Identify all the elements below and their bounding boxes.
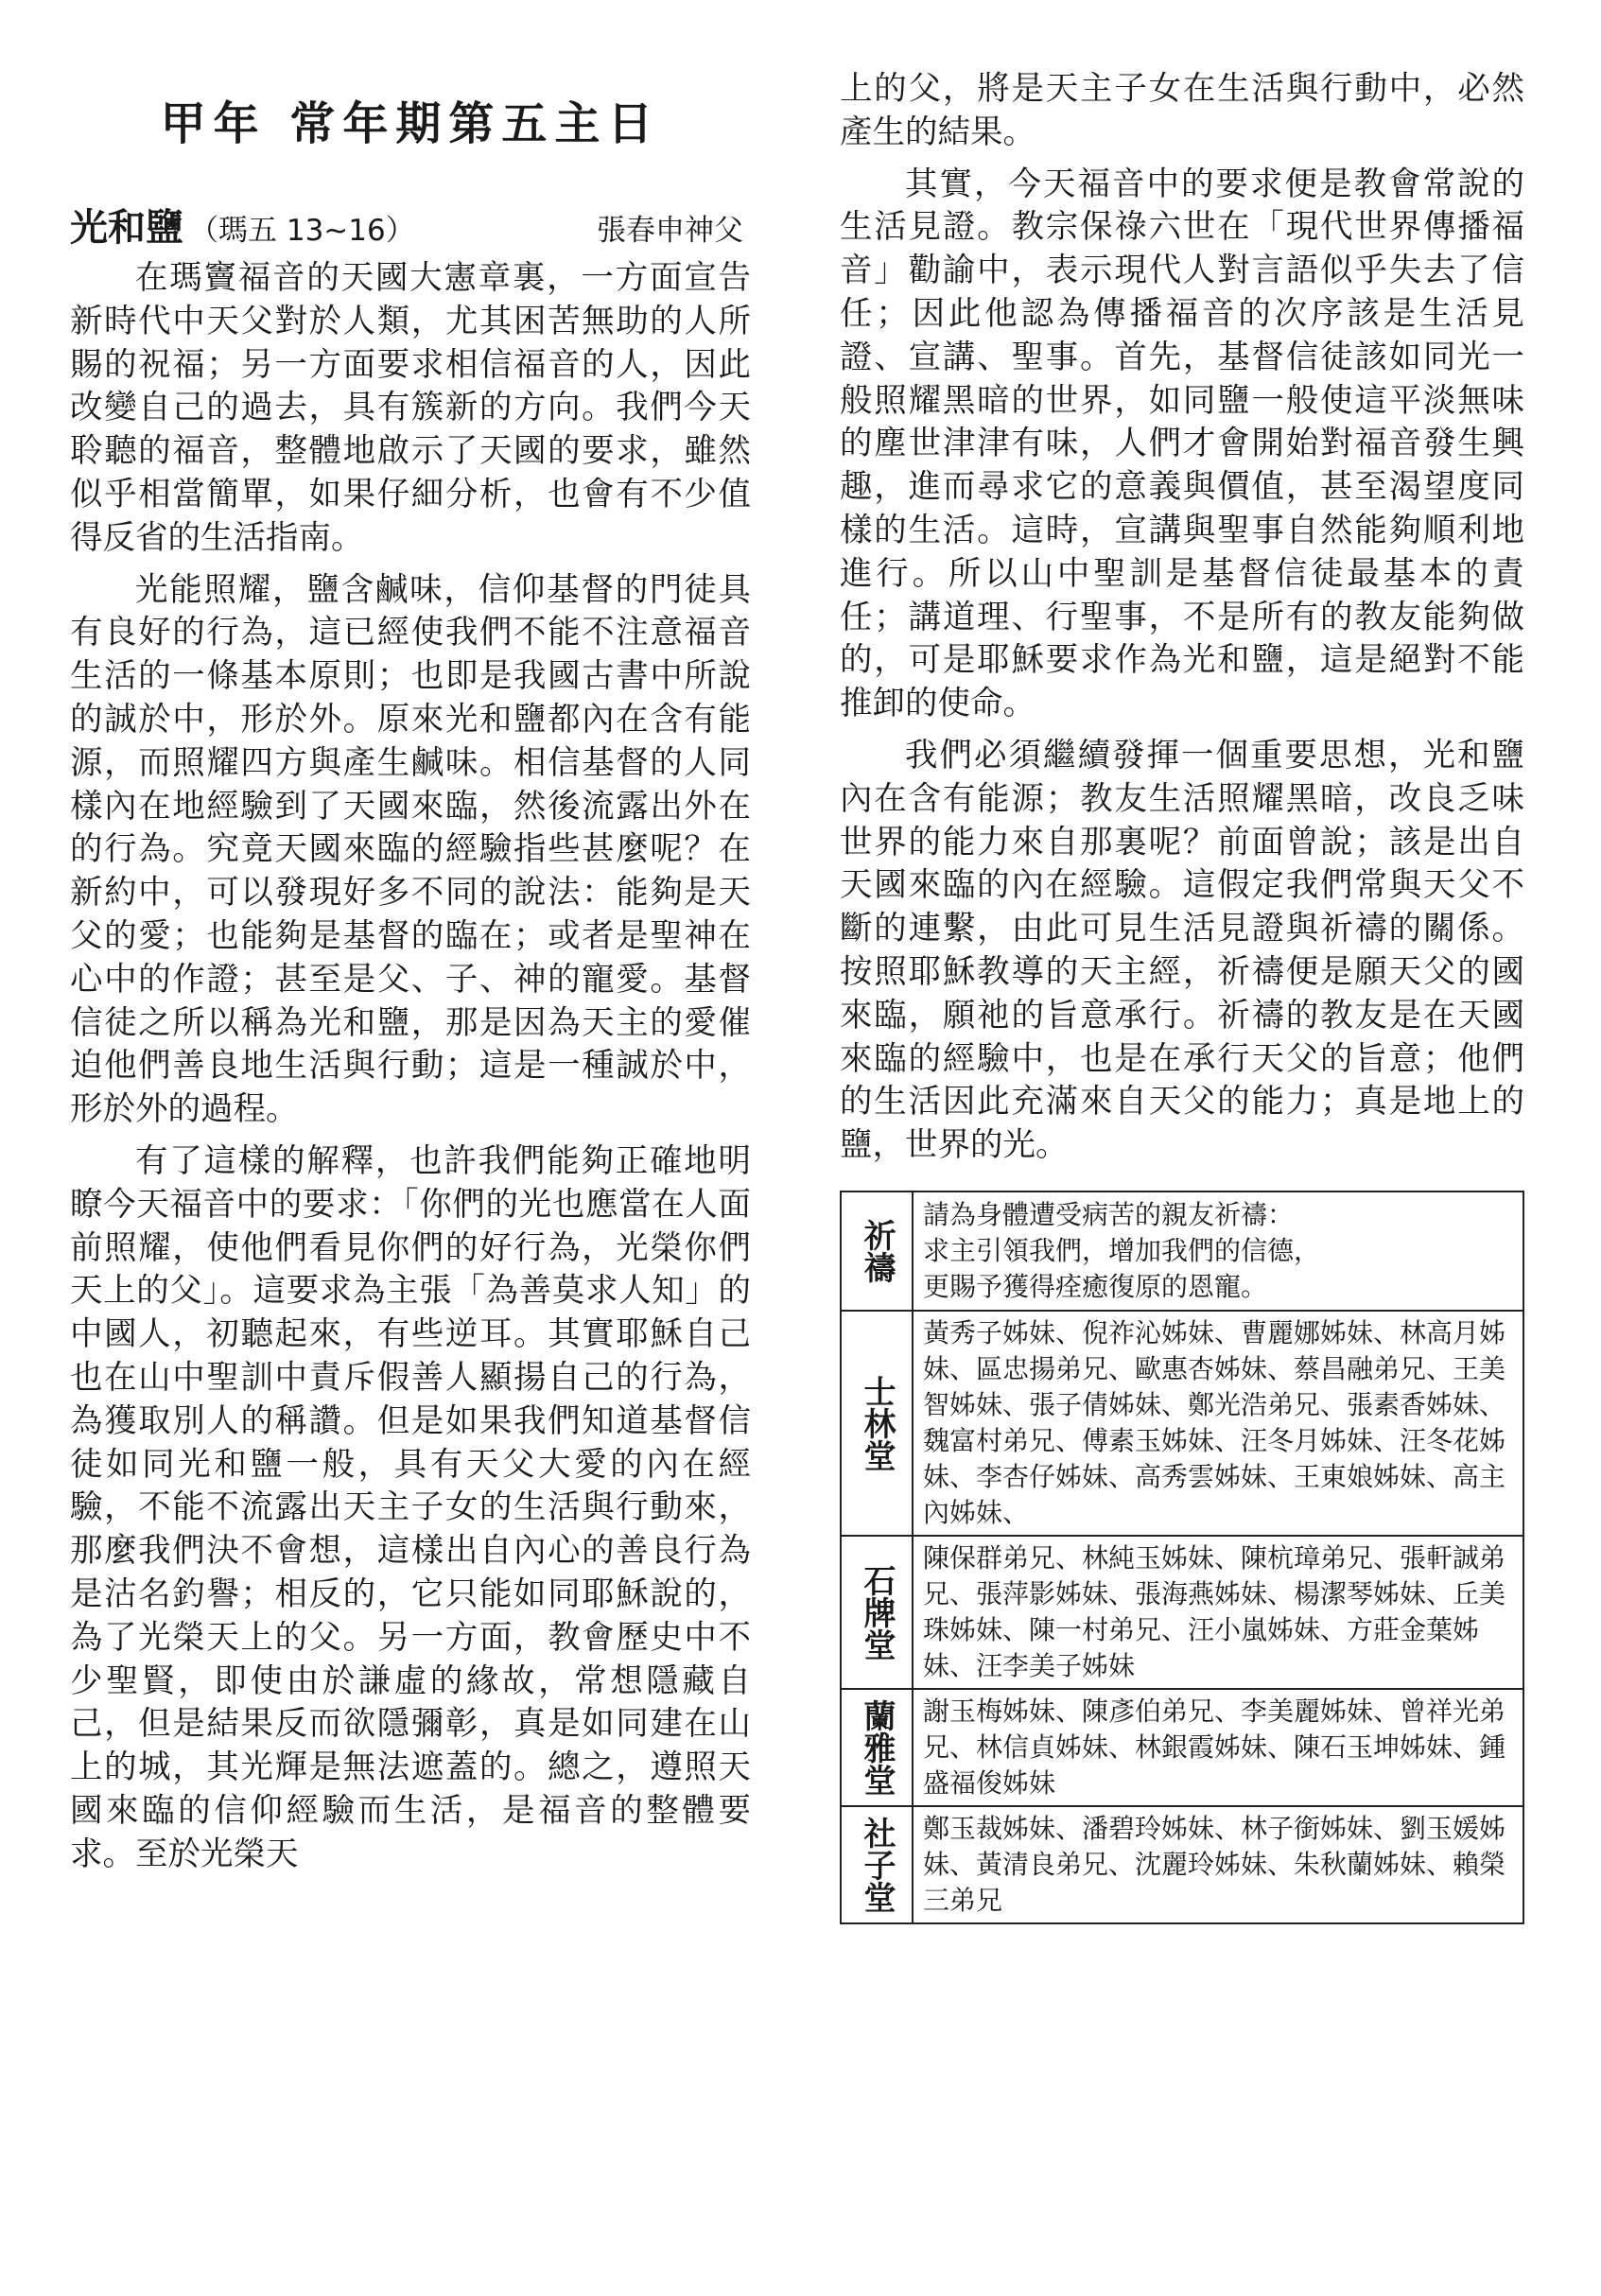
- paragraph: 在瑪竇福音的天國大憲章裏，一方面宣告新時代中天父對於人類，尤其困苦無助的人所賜的祝福；另一方面要求相信福音的人，因此改變自己的過去，具有簇新的方向。我們今天聆聽的福音，整體地啟示了天國的要求，雖然似乎相當簡單，如果仔細分析，也會有不少值得反省的生活指南。: [70, 259, 751, 557]
- scripture-reference: （瑪五 13~16）: [189, 214, 415, 248]
- left-column: [70, 76, 751, 1876]
- prayer-row: [841, 1806, 1523, 1923]
- paragraph-continued: 上的父，將是天主子女在生活與行動中，必然產生的結果。: [840, 70, 1524, 151]
- paragraph: 有了這樣的解釋，也許我們能夠正確地明瞭今天福音中的要求：「你們的光也應當在人面前照耀，使他們看見你們的好行為，光榮你們天上的父」。這要求為主張「為善莫求人知」的中國人，初聽起來，有些逆耳。其實耶穌自己也在山中聖訓中責斥假善人顯揚自己的行為，為獲取別人的稱讚。但是如果我們知道基督信徒如同光和鹽一般，具有天父大愛的內在經驗，不能不流露出天主子女的生活與行動來，那麼我們決不會想，這樣出自內心的善良行為是沽名釣譽；相反的，它只能如同耶穌說的，為了光榮天上的父。另一方面，教會歷史中不少聖賢，即使由於謙虛的緣故，常想隱藏自己，但是結果反而欲隱彌彰，真是如同建在山上的城，其光輝是無法遮蓋的。總之，遵照天國來臨的信仰經驗而生活，是福音的整體要求。至於光榮天: [70, 1141, 751, 1873]
- prayer-names: 黃秀子姊妹、倪祚沁姊妹、曹麗娜姊妹、林高月姊妹、區忠揚弟兄、歐惠杏姊妹、蔡昌融弟兄、王美智姊妹、張子倩姊妹、鄭光浩弟兄、張素香姊妹、魏富村弟兄、傅素玉姊妹、汪冬月姊妹、汪冬花姊妹、李杏仔姊妹、高秀雲姊妹、王東娘姊妹、高主內姊妹、: [913, 1311, 1523, 1536]
- article-heading: 光和鹽: [70, 206, 183, 250]
- prayer-row-label: 祈禱: [841, 1191, 913, 1311]
- paragraph: 光能照耀，鹽含鹹味，信仰基督的門徒具有良好的行為，這已經使我們不能不注意福音生活的一條基本原則；也即是我國古書中所說的誠於中，形於外。原來光和鹽都內在含有能源，而照耀四方與產生鹹味。相信基督的人同樣內在地經驗到了天國來臨，然後流露出外在的行為。究竟天國來臨的經驗指些甚麼呢？在新約中，可以發現好多不同的說法：能夠是天父的愛；也能夠是基督的臨在；或者是聖神在心中的作證；甚至是父、子、神的寵愛。基督信徒之所以稱為光和鹽，那是因為天主的愛催迫他們善良地生活與行動；這是一種誠於中，形於外的過程。: [70, 570, 751, 1129]
- prayer-row-label: 石牌堂: [841, 1536, 913, 1689]
- prayer-row-label: 蘭雅堂: [841, 1689, 913, 1806]
- page-title: 甲年 常年期第五主日: [160, 97, 661, 150]
- prayer-row-label: 社子堂: [841, 1806, 913, 1923]
- prayer-row: [841, 1311, 1523, 1536]
- article-author: 張春申神父: [597, 214, 743, 248]
- prayer-names: 鄭玉裁姊妹、潘碧玲姊妹、林子銜姊妹、劉玉媛姊妹、黃清良弟兄、沈麗玲姊妹、朱秋蘭姊妹、賴榮三弟兄: [913, 1806, 1523, 1923]
- prayer-intention: 請為身體遭受病苦的親友祈禱： 求主引領我們，增加我們的信德， 更賜予獲得痊癒復原的恩寵。: [913, 1191, 1523, 1311]
- right-column: [840, 68, 1524, 1924]
- paragraph: 其實，今天福音中的要求便是教會常說的生活見證。教宗保祿六世在「現代世界傳播福音」勸諭中，表示現代人對言語似乎失去了信任；因此他認為傳播福音的次序該是生活見證、宣講、聖事。首先，基督信徒該如同光一般照耀黑暗的世界，如同鹽一般使這平淡無味的塵世津津有味，人們才會開始對福音發生興趣，進而尋求它的意義與價值，甚至渴望度同樣的生活。這時，宣講與聖事自然能夠順利地進行。所以山中聖訓是基督信徒最基本的責任；講道理、行聖事，不是所有的教友能夠做的，可是耶穌要求作為光和鹽，這是絕對不能推卸的使命。: [840, 165, 1524, 723]
- paragraph: 我們必須繼續發揮一個重要思想，光和鹽內在含有能源；教友生活照耀黑暗，改良乏味世界的能力來自那裏呢？前面曾說；該是出自天國來臨的內在經驗。這假定我們常與天父不斷的連繫，由此可見生活見證與祈禱的關係。按照耶穌教導的天主經，祈禱便是願天父的國來臨，願祂的旨意承行。祈禱的教友是在天國來臨的經驗中，也是在承行天父的旨意；他們的生活因此充滿來自天父的能力；真是地上的鹽，世界的光。: [840, 736, 1524, 1165]
- prayer-row-label: 士林堂: [841, 1311, 913, 1536]
- prayer-row: [841, 1689, 1523, 1806]
- prayer-names: 謝玉梅姊妹、陳彥伯弟兄、李美麗姊妹、曾祥光弟兄、林信貞姊妹、林銀霞姊妹、陳石玉坤姊妹、鍾盛福俊姊妹: [913, 1689, 1523, 1806]
- prayer-names: 陳保群弟兄、林純玉姊妹、陳杭璋弟兄、張軒誠弟兄、張萍影姊妹、張海燕姊妹、楊潔琴姊妹、丘美珠姊妹、陳一村弟兄、汪小嵐姊妹、方莊金葉姊妹、汪李美子姊妹: [913, 1536, 1523, 1689]
- prayer-table: [840, 1191, 1524, 1924]
- article-subhead: [70, 198, 751, 252]
- prayer-row: [841, 1536, 1523, 1689]
- prayer-row: [841, 1191, 1523, 1311]
